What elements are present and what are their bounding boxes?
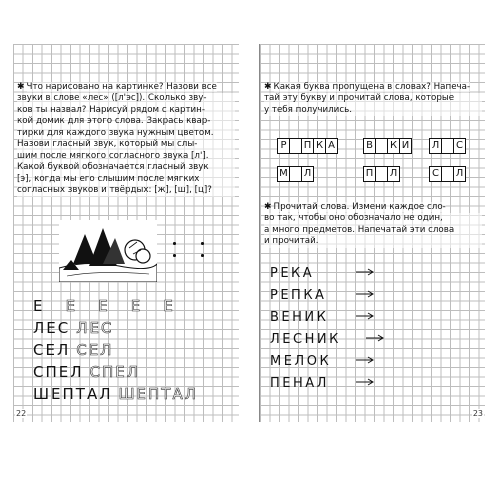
letter-dotted: Е [130,297,143,315]
word-row [33,318,113,336]
task-instructions-left [17,82,235,197]
forest-illustration [59,220,157,282]
exercise-word: МЕЛОК [270,354,332,369]
exercise-row [270,372,329,390]
exercise-row [270,350,331,368]
letter-box-word [278,138,338,154]
letter-box-word [364,166,400,182]
exercise-word: ВЕНИК [270,310,329,325]
letter-box: П [301,138,314,154]
right-page [259,44,485,422]
exercise-word: ПЕНАЛ [270,376,329,391]
task-line: ков ты назвал? Нарисуй рядом с картин- [17,105,235,116]
word-row [33,340,113,358]
word-row [33,362,140,380]
letter: Е [33,297,45,315]
right-arrow-icon [366,334,386,342]
page-number: 22 [16,409,27,418]
dot [201,242,204,245]
exercise-row [270,262,314,280]
task-line: звуки в слове «лес» ([л'эс]). Сколько зву- [17,93,235,104]
page-number: 23 [472,409,483,418]
dot [173,242,176,245]
sound-house-dots [171,240,211,262]
exercise-word: ЛЕСНИК [270,332,341,347]
right-arrow-icon [356,378,376,386]
task-instructions-missing-letter [264,82,482,116]
word-dotted: ШЕПТАЛ [118,385,198,403]
book-spine [247,44,259,422]
word-solid: ЛЕС [33,319,71,337]
letter-box: К [387,138,400,154]
letter-box: М [277,166,290,182]
dot [173,254,176,257]
letter-box: Л [301,166,314,182]
letter-box: Л [387,166,400,182]
exercise-row [270,306,328,324]
task-line: тай эту букву и прочитай слова, которые [264,93,482,104]
letter-box: Л [429,138,442,154]
letter-box: А [325,138,338,154]
letter-box-word [430,166,466,182]
task-line: во так, чтобы оно обозначало не один, [264,213,482,224]
exercise-word: РЕПКА [270,288,327,303]
letter-dotted: Е [163,297,175,315]
word-row [33,384,198,402]
asterisk-icon: ✱ [264,202,272,212]
task-line: шим после мягкого согласного звука [л']. [17,151,235,162]
letter-box-word [364,138,412,154]
right-arrow-icon [356,312,376,320]
word-solid: ШЕПТАЛ [33,385,113,403]
task-line: кой домик для этого слова. Закрась квар- [17,116,235,127]
letter-row [33,296,185,314]
task-line: [э], когда мы его слышим после мягких [17,174,235,185]
asterisk-icon: ✱ [264,82,272,92]
letter-box-word [278,166,314,182]
letter-box-word [430,138,466,154]
left-page [13,44,239,422]
word-dotted: ЛЕС [76,319,114,337]
word-dotted: СЕЛ [76,341,114,359]
letter-box: К [313,138,326,154]
task-line: Назови гласный звук, который мы слы- [17,139,235,150]
exercise-row [270,328,341,346]
task-line: Какой буквой обозначается гласный звук [17,162,235,173]
letter-box: П [363,166,376,182]
letter-box: Р [277,138,290,154]
task-line: Какая буква пропущена в словах? Напеча- [273,82,471,92]
letter-dotted: Е [65,297,78,315]
exercise-word: РЕКА [270,266,315,281]
asterisk-icon: ✱ [17,82,25,92]
word-solid: СЕЛ [33,341,71,359]
task-line: Прочитай слова. Измени каждое сло- [273,202,446,212]
right-arrow-icon [356,356,376,364]
exercise-row [270,284,326,302]
word-solid: СПЕЛ [33,363,84,381]
task-line: согласных звуков и твёрдых: [ж], [ш], [ц]? [17,185,235,196]
task-line: и прочитай. [264,236,482,247]
letter-box: С [453,138,466,154]
word-dotted: СПЕЛ [89,363,141,381]
letter-box: В [363,138,376,154]
task-line: Что нарисовано на картинке? Назови все [26,82,217,92]
task-line: тирки для каждого звука нужным цветом. [17,128,235,139]
dot [201,254,204,257]
task-line: а много предметов. Напечатай эти слова [264,225,482,236]
right-arrow-icon [356,290,376,298]
letter-box: Л [453,166,466,182]
right-arrow-icon [356,268,376,276]
letter-dotted: Е [98,297,110,315]
letter-box: С [429,166,442,182]
letter-box: И [399,138,412,154]
task-line: у тебя получились. [264,105,482,116]
task-instructions-plural [264,202,482,248]
